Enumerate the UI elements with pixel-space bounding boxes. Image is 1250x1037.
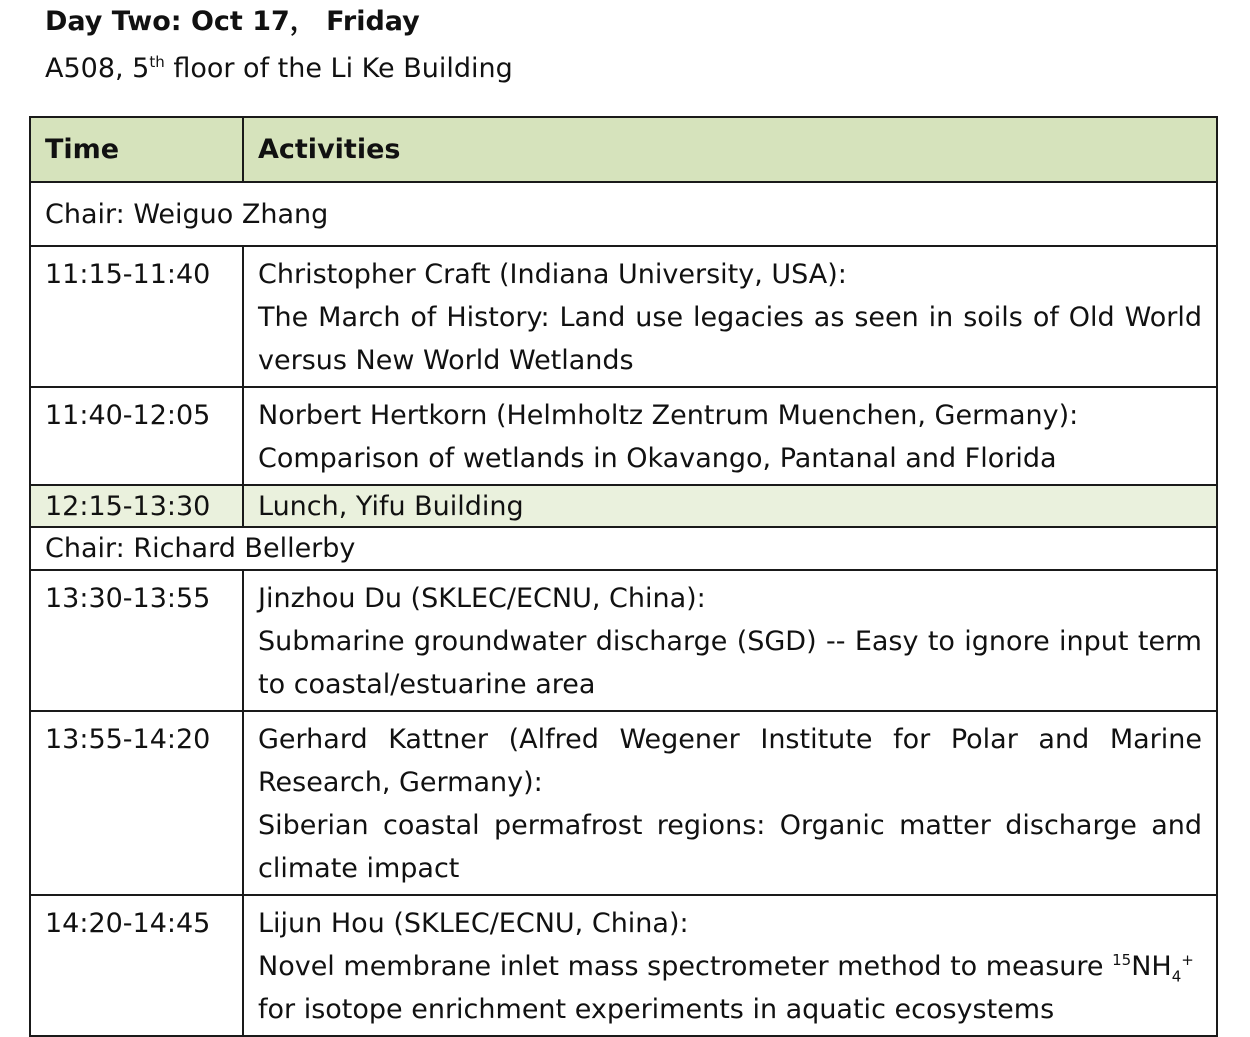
header-time: Time xyxy=(30,117,243,182)
venue-line xyxy=(45,42,513,89)
table-row xyxy=(30,895,1217,1036)
venue-room: A508, 5 xyxy=(45,53,150,84)
talk-title: The March of History: Land use legacies as seen in soils of Old World versus New World Wetlands xyxy=(258,302,1202,376)
talk-title: Comparison of wetlands in Okavango, Pantanal and Florida xyxy=(258,443,1057,474)
time-cell: 13:55-14:20 xyxy=(30,711,243,895)
day-title: Day Two: Oct 17， Friday xyxy=(45,6,420,37)
activity-cell xyxy=(243,895,1217,1036)
table-header-row xyxy=(30,117,1217,182)
chair-label: Chair: Weiguo Zhang xyxy=(30,182,1217,246)
isotope-formula: NH xyxy=(1131,951,1172,982)
isotope-charge: + xyxy=(1181,951,1194,969)
time-cell: 14:20-14:45 xyxy=(30,895,243,1036)
chair-row xyxy=(30,527,1217,570)
time-cell: 12:15-13:30 xyxy=(30,485,243,527)
talk-title: Novel membrane inlet mass spectrometer method to measure $^{15}NH_4^+$ xyxy=(258,951,1194,986)
talk-title: Siberian coastal permafrost regions: Organic matter discharge and climate impact xyxy=(258,810,1202,884)
speaker: Jinzhou Du (SKLEC/ECNU, China): xyxy=(258,583,706,614)
lunch-row xyxy=(30,485,1217,527)
activity-cell: Lunch, Yifu Building xyxy=(243,485,1217,527)
table-row xyxy=(30,570,1217,711)
speaker: Lijun Hou (SKLEC/ECNU, China): xyxy=(258,908,689,939)
speaker: Gerhard Kattner (Alfred Wegener Institute for Polar and Marine Research, Germany): xyxy=(258,724,1202,798)
isotope-mass: 15 xyxy=(1112,951,1132,969)
talk-title-continued: for isotope enrichment experiments in aquatic ecosystems xyxy=(258,994,1055,1025)
chair-label: Chair: Richard Bellerby xyxy=(30,527,1217,570)
time-cell: 11:15-11:40 xyxy=(30,246,243,387)
venue-ordinal: th xyxy=(149,53,165,71)
activity-cell xyxy=(243,387,1217,485)
speaker: Christopher Craft (Indiana University, USA): xyxy=(258,259,847,290)
chair-row xyxy=(30,182,1217,246)
time-cell: 13:30-13:55 xyxy=(30,570,243,711)
talk-title: Submarine groundwater discharge (SGD) -- Easy to ignore input term to coastal/estuarine area xyxy=(258,626,1202,700)
schedule-heading xyxy=(45,2,513,89)
time-cell: 11:40-12:05 xyxy=(30,387,243,485)
speaker: Norbert Hertkorn (Helmholtz Zentrum Muenchen, Germany): xyxy=(258,400,1079,431)
activity-cell xyxy=(243,570,1217,711)
table-row xyxy=(30,246,1217,387)
table-row xyxy=(30,387,1217,485)
table-row xyxy=(30,711,1217,895)
header-activities: Activities xyxy=(243,117,1217,182)
venue-building: floor of the Li Ke Building xyxy=(164,53,513,84)
activity-cell xyxy=(243,711,1217,895)
isotope-subscript: 4 xyxy=(1171,967,1182,986)
schedule-table xyxy=(29,116,1218,1037)
activity-cell xyxy=(243,246,1217,387)
